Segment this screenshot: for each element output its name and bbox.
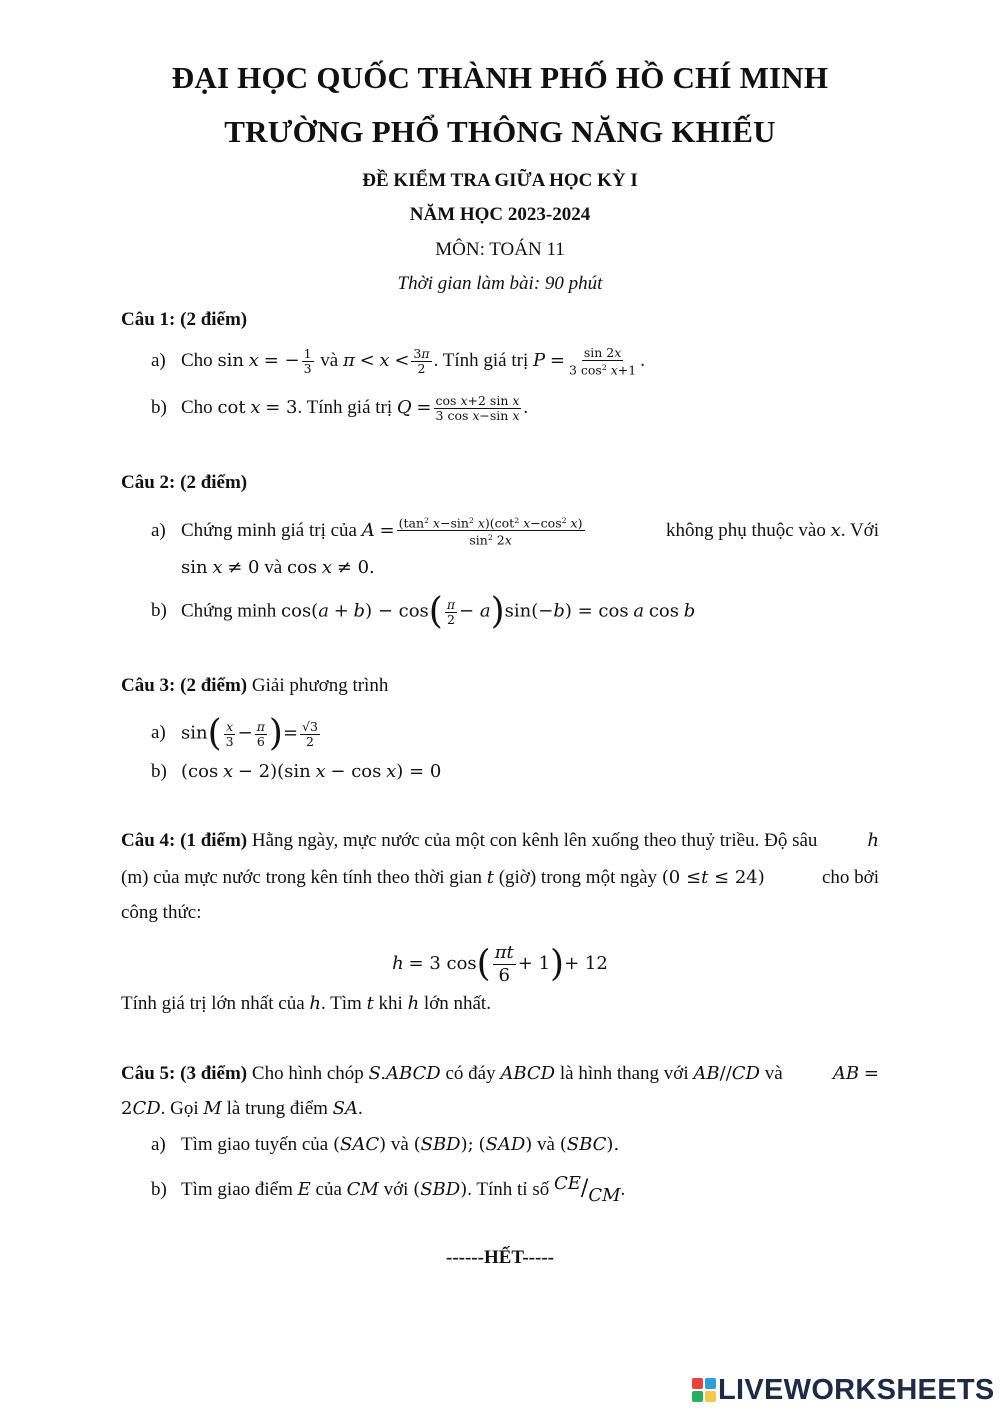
q1-b-text: Cho [181,396,213,418]
q5-text3: là hình thang với [559,1063,689,1084]
q2-part-a-cont: sin x ≠ 0 và cos x ≠ 0. [181,557,375,578]
q5-text1: Cho hình chóp [251,1063,364,1084]
q5-title: Câu 5: (3 điểm) [121,1063,248,1084]
q3-a-label: a) [151,722,166,744]
q2-a-va: và [264,557,283,578]
q2-a-label: a) [151,519,166,541]
q4-text2: (m) của mực nước trong kên tính theo thời gian [121,867,482,888]
q4-text8: khi [378,993,403,1014]
q1-b-label: b) [151,396,167,418]
q5-b-text2: của [315,1179,342,1200]
q5-text6: là trung điểm [226,1098,328,1119]
liveworksheets-logo[interactable] [692,1374,995,1406]
q1-part-b: b) Cho cot x = 3. Tính giá trị Q = $\frac{\text{cos x+2 sin x}}{\text{3 cos x−sin x}}$ . [151,393,529,423]
q5-a-va2: và [537,1134,555,1155]
q2-b-text: Chứng minh [181,600,277,622]
q2-a-text1: Chứng minh giá trị của [181,519,357,541]
q4-text6: Tính giá trị lớn nhất của [121,993,305,1014]
q5-b-text4: . Tính tỉ số [467,1179,550,1200]
q5-part-b: b) Tìm giao điểm E của CM với (SBD). Tính tỉ số CE/CM. [151,1173,626,1206]
q4-line2: (m) của mực nước trong kên tính theo thời gian t (giờ) trong một ngày (0 ≤ t ≤ 24) cho bởi [121,867,879,888]
q4-text7: . Tìm [320,993,362,1014]
q5-a-text: Tìm giao tuyến của [181,1134,329,1155]
q1-part-a: a) Cho sin x = − $\frac{1}{3}$ và π < x < $\frac{3\pi}{2}$ . Tính giá trị P = $\frac{\sin 2x}{3 \cos^2 x+1}$ . [151,345,645,378]
q5-a-label: a) [151,1134,166,1155]
q5-text5: . Gọi [160,1098,199,1119]
q2-title: Câu 2: (2 điểm) [121,472,248,493]
q4-last-line: Tính giá trị lớn nhất của h. Tìm t khi h lớn nhất. [121,993,491,1014]
q2-b-label: b) [151,600,167,622]
liveworksheets-logo-text: LIVEWORKSHEETS [718,1373,995,1406]
subject: MÔN: TOÁN 11 [435,239,565,260]
q3-part-b: b) (cos x − 2)(sin x − cos x) = 0 [151,761,442,782]
q1-b-tinh: . Tính giá trị [297,396,393,418]
q3-title: Câu 3: (2 điểm) [121,675,248,696]
q1-a-label: a) [151,349,166,371]
q1-title: Câu 1: (2 điểm) [121,309,248,330]
logo-tile-4 [705,1391,716,1402]
q4-line1: Câu 4: (1 điểm) Hằng ngày, mực nước của một con kênh lên xuống theo thuỷ triều. Độ sâu h [121,830,879,851]
logo-tile-3 [692,1391,703,1402]
q3-intro: Giải phương trình [251,675,389,696]
q1-a-va: và [320,349,339,371]
end-mark: ------HẾT----- [446,1247,554,1268]
q5-text2: có đáy [445,1063,496,1084]
logo-tile-1 [692,1378,703,1389]
logo-tile-2 [705,1378,716,1389]
q3-b-label: b) [151,761,167,782]
q5-part-a: a) Tìm giao tuyến của (SAC) và (SBD); (SAD) và (SBC). [151,1134,620,1155]
q5-b-text1: Tìm giao điểm [181,1179,293,1200]
q1-a-text: Cho [181,349,213,371]
q5-line1: Câu 5: (3 điểm) Cho hình chóp S.ABCD có đáy ABCD là hình thang với AB // CD và AB = [121,1063,879,1084]
q2-a-text2: không phụ thuộc vào [665,519,826,541]
exam-title: ĐỀ KIỂM TRA GIỮA HỌC KỲ I [362,170,638,191]
liveworksheets-logo-icon [692,1378,716,1402]
q3-part-a: a) sin( $\frac{x}{3}$ − $\frac{\pi}{6}$ )= $\frac{√3}{2}$ [151,713,318,754]
q4-text4: cho bởi [821,867,879,888]
q1-a-tinh: . Tính giá trị [433,349,529,371]
q5-b-text3: với [383,1179,409,1200]
school-title: TRƯỜNG PHỔ THÔNG NĂNG KHIẾU [224,114,776,149]
q5-b-label: b) [151,1179,167,1200]
q4-text9: lớn nhất. [423,993,491,1014]
q2-part-a: a) Chứng minh giá trị của A = $\frac{(\tan^2 x-\sin^2 x)(\cot^2 x-\cos^2 x)}{\sin^2 2x}$ không phụ thuộc vào x . Với [151,515,879,548]
q4-text3: (giờ) trong một ngày [498,867,658,888]
q4-title: Câu 4: (1 điểm) [121,830,248,851]
time-limit: Thời gian làm bài: 90 phút [397,273,603,294]
q5-text4: và [764,1063,783,1084]
q5-a-va1: và [390,1134,409,1155]
q3-title-line [121,674,388,698]
q5-line2: 2CD. Gọi M là trung điểm SA. [121,1098,363,1119]
q4-text1: Hằng ngày, mực nước của một con kênh lên xuống theo thuỷ triều. Độ sâu [251,830,818,851]
university-title: ĐẠI HỌC QUỐC THÀNH PHỐ HỒ CHÍ MINH [171,60,829,95]
q4-formula: h = 3 cos( $\frac{\pi t}{6}$ + 1)+ 12 [392,942,608,986]
q2-part-b: b) Chứng minh cos(a + b) − cos( $\frac{\pi}{2}$ − a)sin(−b) = cos a cos b [151,591,696,632]
q2-a-text3: . Với [840,519,879,541]
school-year: NĂM HỌC 2023-2024 [409,204,591,225]
q4-text5: công thức: [121,902,202,923]
